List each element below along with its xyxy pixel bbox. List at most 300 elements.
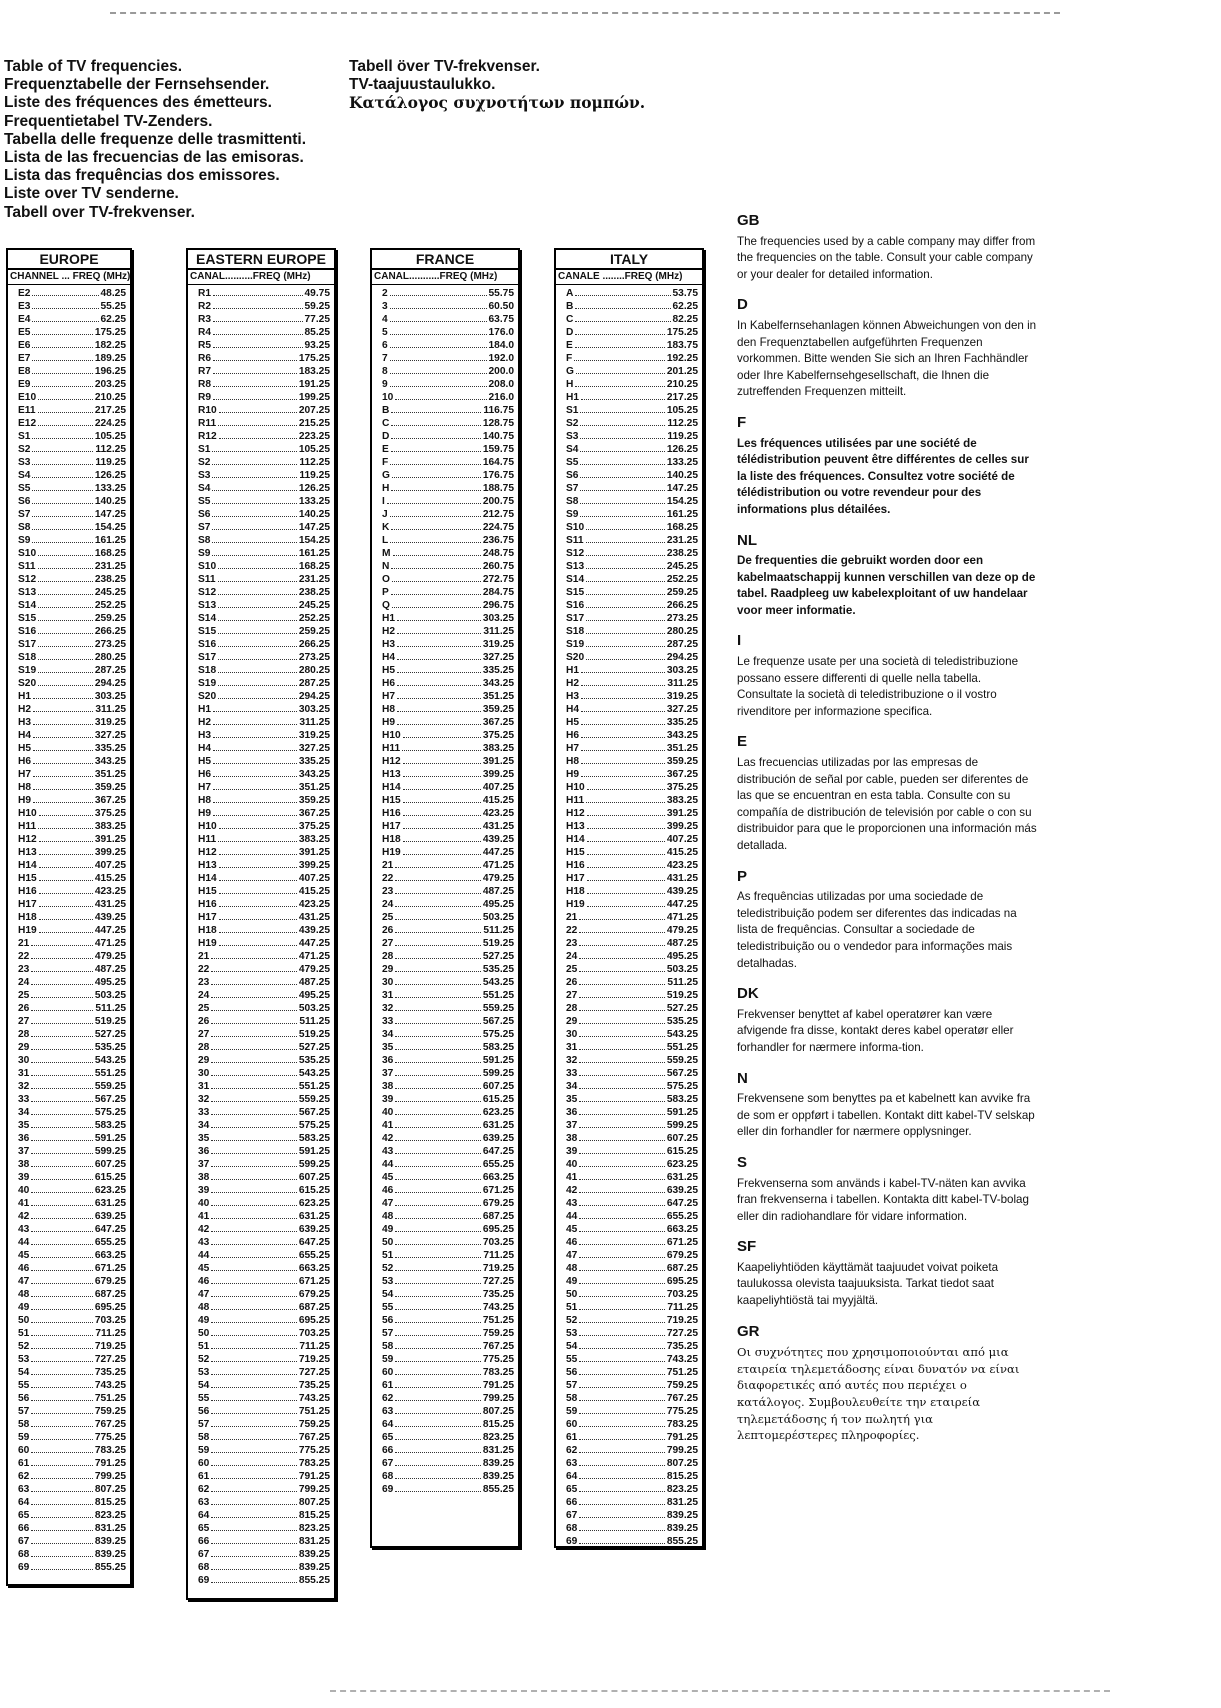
dot-leader <box>33 742 93 751</box>
channel-cell: 31 <box>566 1042 578 1053</box>
frequency-cell: 266.25 <box>94 626 126 637</box>
table-row <box>372 1184 518 1197</box>
frequency-cell: 591.25 <box>482 1055 514 1066</box>
dot-leader <box>395 1236 480 1245</box>
frequency-cell: 210.25 <box>94 392 126 403</box>
dot-leader <box>211 989 296 998</box>
channel-cell: S15 <box>18 613 37 624</box>
dot-leader <box>31 1223 92 1232</box>
table-row <box>556 755 702 768</box>
table-row <box>188 1327 334 1340</box>
dot-leader <box>580 417 665 426</box>
frequency-cell: 383.25 <box>666 795 698 806</box>
channel-cell: S7 <box>566 483 579 494</box>
dot-leader <box>38 547 93 556</box>
channel-cell: H6 <box>198 769 212 780</box>
frequency-cell: 591.25 <box>94 1133 126 1144</box>
channel-cell: 27 <box>566 990 578 1001</box>
frequency-cell: 527.25 <box>666 1003 698 1014</box>
dot-leader <box>38 625 93 634</box>
frequency-cell: 503.25 <box>298 1003 330 1014</box>
table-row <box>8 742 130 755</box>
dot-leader <box>403 807 481 816</box>
title-line: Liste over TV senderne. <box>4 185 179 203</box>
frequency-cell: 236.75 <box>482 535 514 546</box>
table-row <box>8 1262 130 1275</box>
channel-cell: 23 <box>382 886 394 897</box>
dot-leader <box>211 950 296 959</box>
dot-leader <box>579 1496 664 1505</box>
table-row <box>556 1288 702 1301</box>
dot-leader <box>579 1366 664 1375</box>
channel-cell: 48 <box>566 1263 578 1274</box>
channel-cell: 54 <box>18 1367 30 1378</box>
table-row <box>8 326 130 339</box>
channel-cell: H14 <box>198 873 217 884</box>
dot-leader <box>31 1431 92 1440</box>
channel-cell: 47 <box>566 1250 578 1261</box>
frequency-cell: 359.25 <box>298 795 330 806</box>
frequency-cell: 303.25 <box>666 665 698 676</box>
table-row <box>372 963 518 976</box>
channel-cell: 32 <box>198 1094 210 1105</box>
dot-leader <box>213 716 297 725</box>
dot-leader <box>32 430 92 439</box>
channel-cell: 55 <box>382 1302 394 1313</box>
dot-leader <box>31 1262 92 1271</box>
dot-leader <box>31 1210 92 1219</box>
frequency-cell: 231.25 <box>298 574 330 585</box>
table-row <box>188 1015 334 1028</box>
table-row <box>556 937 702 950</box>
table-row <box>372 950 518 963</box>
frequency-cell: 839.25 <box>482 1458 514 1469</box>
channel-cell: 61 <box>18 1458 30 1469</box>
table-row <box>188 1379 334 1392</box>
dot-leader <box>587 885 665 894</box>
dot-leader <box>211 1249 296 1258</box>
title-line: Lista de las frecuencias de las emisoras. <box>4 149 304 167</box>
table-row <box>372 300 518 313</box>
frequency-cell: 248.75 <box>482 548 514 559</box>
table-row <box>372 1210 518 1223</box>
dot-leader <box>395 1301 480 1310</box>
channel-cell: 51 <box>382 1250 394 1261</box>
frequency-cell: 695.25 <box>298 1315 330 1326</box>
table-row <box>556 677 702 690</box>
dot-leader <box>32 300 98 309</box>
channel-cell: 63 <box>198 1497 210 1508</box>
dot-leader <box>395 963 480 972</box>
channel-cell: R7 <box>198 366 212 377</box>
frequency-cell: 259.25 <box>298 626 330 637</box>
title-line: Tabell over TV-frekvenser. <box>4 203 195 221</box>
dot-leader <box>31 1132 92 1141</box>
dot-leader <box>213 287 302 296</box>
dot-leader <box>395 950 480 959</box>
table-row <box>8 365 130 378</box>
frequency-cell: 175.25 <box>666 327 698 338</box>
table-row <box>188 430 334 443</box>
channel-cell: R11 <box>198 418 217 429</box>
channel-cell: L <box>382 535 389 546</box>
dot-leader <box>586 573 665 582</box>
dot-leader <box>218 651 297 660</box>
channel-cell: 6 <box>382 340 388 351</box>
table-row <box>8 521 130 534</box>
dot-leader <box>403 846 481 855</box>
frequency-cell: 399.25 <box>666 821 698 832</box>
frequency-cell: 126.25 <box>298 483 330 494</box>
table-row <box>556 521 702 534</box>
dot-leader <box>31 1379 92 1388</box>
channel-cell: 22 <box>566 925 578 936</box>
frequency-cell: 687.25 <box>94 1289 126 1300</box>
table-row <box>188 664 334 677</box>
table-row <box>188 417 334 430</box>
channel-cell: 32 <box>566 1055 578 1066</box>
frequency-cell: 831.25 <box>298 1536 330 1547</box>
channel-cell: 39 <box>566 1146 578 1157</box>
frequency-cell: 703.25 <box>298 1328 330 1339</box>
channel-cell: 35 <box>566 1094 578 1105</box>
table-row <box>8 1405 130 1418</box>
channel-cell: 65 <box>566 1484 578 1495</box>
table-row <box>188 1444 334 1457</box>
table-row <box>372 729 518 742</box>
dot-leader <box>219 820 297 829</box>
channel-cell: 28 <box>382 951 394 962</box>
dot-leader <box>219 404 297 413</box>
table-row <box>8 599 130 612</box>
table-row <box>556 365 702 378</box>
channel-cell: S17 <box>566 613 585 624</box>
channel-cell: 50 <box>198 1328 210 1339</box>
channel-cell: E11 <box>18 405 36 416</box>
dot-leader <box>31 1184 92 1193</box>
dot-leader <box>39 911 93 920</box>
frequency-cell: 607.25 <box>298 1172 330 1183</box>
table-row <box>556 612 702 625</box>
table-row <box>372 612 518 625</box>
frequency-cell: 383.25 <box>482 743 514 754</box>
dot-leader <box>581 768 665 777</box>
frequency-cell: 719.25 <box>482 1263 514 1274</box>
frequency-cell: 647.25 <box>94 1224 126 1235</box>
dot-leader <box>390 456 481 465</box>
channel-cell: S14 <box>566 574 585 585</box>
channel-cell: 56 <box>382 1315 394 1326</box>
table-row <box>188 391 334 404</box>
channel-cell: E <box>382 444 389 455</box>
channel-cell: 56 <box>566 1367 578 1378</box>
dot-leader <box>31 1353 92 1362</box>
dot-leader <box>211 1561 296 1570</box>
frequency-cell: 147.25 <box>298 522 330 533</box>
frequency-cell: 259.25 <box>666 587 698 598</box>
frequency-cell: 471.25 <box>94 938 126 949</box>
dot-leader <box>395 1171 480 1180</box>
table-row <box>372 664 518 677</box>
table-row <box>188 326 334 339</box>
channel-cell: 39 <box>198 1185 210 1196</box>
table-row <box>372 534 518 547</box>
channel-cell: H16 <box>382 808 401 819</box>
channel-cell: 24 <box>18 977 30 988</box>
frequency-cell: 831.25 <box>666 1497 698 1508</box>
dot-leader <box>31 1002 93 1011</box>
dot-leader <box>31 1171 92 1180</box>
frequency-cell: 527.25 <box>482 951 514 962</box>
channel-cell: H6 <box>18 756 32 767</box>
table-row <box>556 1392 702 1405</box>
table-row <box>8 1080 130 1093</box>
table-row <box>8 1418 130 1431</box>
table-row <box>8 963 130 976</box>
channel-cell: 58 <box>382 1341 394 1352</box>
dot-leader <box>579 1379 664 1388</box>
table-row <box>8 1340 130 1353</box>
channel-cell: 36 <box>566 1107 578 1118</box>
frequency-cell: 679.25 <box>666 1250 698 1261</box>
dot-leader <box>31 1535 92 1544</box>
note-text: Frekvenserna som används i kabel-TV-näten kan avvika fran frekvenserna i tabellen. Kontakta ditt kabel-TV-bolag eller din radiohandlare för vidare information. <box>737 1176 1029 1223</box>
frequency-cell: 839.25 <box>298 1549 330 1560</box>
frequency-cell: 439.25 <box>482 834 514 845</box>
channel-cell: N <box>382 561 390 572</box>
frequency-cell: 351.25 <box>482 691 514 702</box>
language-notes <box>737 213 1037 1444</box>
dot-leader <box>31 963 92 972</box>
channel-cell: 42 <box>382 1133 394 1144</box>
table-row <box>556 807 702 820</box>
dot-leader <box>219 859 297 868</box>
table-row <box>188 1314 334 1327</box>
dot-leader <box>211 1522 296 1531</box>
table-row <box>188 833 334 846</box>
frequency-cell: 319.25 <box>482 639 514 650</box>
table-row <box>372 1431 518 1444</box>
dot-leader <box>213 794 297 803</box>
frequency-cell: 327.25 <box>482 652 514 663</box>
dot-leader <box>395 989 480 998</box>
frequency-cell: 495.25 <box>482 899 514 910</box>
dot-leader <box>31 1418 92 1427</box>
dot-leader <box>212 456 297 465</box>
frequency-cell: 591.25 <box>666 1107 698 1118</box>
dot-leader <box>579 1431 664 1440</box>
dot-leader <box>587 846 665 855</box>
channel-cell: S11 <box>18 561 36 572</box>
channel-cell: 30 <box>382 977 394 988</box>
table-row <box>556 573 702 586</box>
channel-cell: H15 <box>18 873 37 884</box>
table-row <box>372 911 518 924</box>
channel-cell: 36 <box>382 1055 394 1066</box>
dot-leader <box>39 859 93 868</box>
dot-leader <box>38 599 93 608</box>
dot-leader <box>219 430 297 439</box>
table-row <box>372 1002 518 1015</box>
dot-leader <box>32 313 98 322</box>
table-row <box>8 443 130 456</box>
frequency-cell: 311.25 <box>667 678 698 689</box>
dot-leader <box>219 846 297 855</box>
table-row <box>372 1444 518 1457</box>
dot-leader <box>393 547 481 556</box>
dot-leader <box>31 1327 93 1336</box>
frequency-cell: 815.25 <box>94 1497 126 1508</box>
dot-leader <box>579 1106 664 1115</box>
frequency-cell: 791.25 <box>298 1471 330 1482</box>
table-row <box>8 586 130 599</box>
note-language-code: I <box>737 632 742 650</box>
frequency-cell: 343.25 <box>298 769 330 780</box>
dot-leader <box>391 417 480 426</box>
channel-cell: E <box>566 340 573 351</box>
table-row <box>372 1041 518 1054</box>
table-row <box>188 1340 334 1353</box>
table-row <box>556 1379 702 1392</box>
table-row <box>372 1379 518 1392</box>
table-row <box>188 599 334 612</box>
frequency-cell: 367.25 <box>298 808 330 819</box>
channel-cell: 33 <box>18 1094 30 1105</box>
dot-leader <box>390 313 487 322</box>
frequency-cell: 216.0 <box>488 392 514 403</box>
frequency-cell: 55.25 <box>100 301 126 312</box>
dot-leader <box>213 326 302 335</box>
channel-cell: 48 <box>18 1289 30 1300</box>
channel-cell: S10 <box>566 522 585 533</box>
channel-cell: 30 <box>566 1029 578 1040</box>
frequency-cell: 93.25 <box>304 340 330 351</box>
table-row <box>372 1132 518 1145</box>
frequency-cell: 655.25 <box>482 1159 514 1170</box>
channel-cell: S9 <box>566 509 579 520</box>
table-title: FRANCE <box>372 250 518 270</box>
dot-leader <box>575 339 665 348</box>
channel-cell: 62 <box>198 1484 210 1495</box>
dot-leader <box>580 495 664 504</box>
dot-leader <box>395 1249 481 1258</box>
dot-leader <box>587 859 665 868</box>
dot-leader <box>211 1353 296 1362</box>
channel-cell: H13 <box>566 821 585 832</box>
frequency-cell: 503.25 <box>94 990 126 1001</box>
table-row <box>556 1522 702 1535</box>
dot-leader <box>218 833 297 842</box>
table-row <box>188 1405 334 1418</box>
frequency-cell: 839.25 <box>94 1536 126 1547</box>
table-row <box>8 417 130 430</box>
dot-leader <box>579 1327 664 1336</box>
channel-cell: 31 <box>198 1081 210 1092</box>
channel-cell: 44 <box>198 1250 210 1261</box>
channel-cell: S8 <box>566 496 579 507</box>
dot-leader <box>586 612 665 621</box>
frequency-cell: 238.25 <box>94 574 126 585</box>
channel-cell: 43 <box>382 1146 394 1157</box>
table-row <box>556 625 702 638</box>
frequency-cell: 159.75 <box>482 444 514 455</box>
frequency-cell: 48.25 <box>100 288 126 299</box>
frequency-cell: 639.25 <box>298 1224 330 1235</box>
frequency-cell: 655.25 <box>666 1211 698 1222</box>
channel-cell: S5 <box>198 496 211 507</box>
frequency-cell: 679.25 <box>94 1276 126 1287</box>
frequency-cell: 335.25 <box>94 743 126 754</box>
table-row <box>556 1015 702 1028</box>
frequency-cell: 671.25 <box>482 1185 514 1196</box>
table-row <box>556 1249 702 1262</box>
channel-cell: H1 <box>198 704 212 715</box>
table-row <box>8 807 130 820</box>
dot-leader <box>395 1002 480 1011</box>
channel-cell: 41 <box>566 1172 578 1183</box>
table-row <box>556 1535 702 1548</box>
note-language-code: DK <box>737 985 759 1003</box>
dot-leader <box>39 924 93 933</box>
channel-cell: S6 <box>566 470 579 481</box>
frequency-cell: 639.25 <box>482 1133 514 1144</box>
title-line: Tabella delle frequenze delle trasmittenti. <box>4 130 307 148</box>
table-subheader: CANALE ........FREQ (MHz) <box>556 270 702 285</box>
frequency-cell: 719.25 <box>298 1354 330 1365</box>
table-row <box>372 1353 518 1366</box>
channel-cell: 24 <box>566 951 578 962</box>
dot-leader <box>579 1483 664 1492</box>
channel-cell: 23 <box>198 977 210 988</box>
channel-cell: 53 <box>198 1367 210 1378</box>
channel-cell: 64 <box>382 1419 394 1430</box>
channel-cell: H12 <box>566 808 585 819</box>
title-line: Frequentietabel TV-Zenders. <box>4 112 213 130</box>
table-row <box>372 794 518 807</box>
frequency-cell: 599.25 <box>482 1068 514 1079</box>
channel-cell: 37 <box>382 1068 394 1079</box>
table-row <box>372 1262 518 1275</box>
frequency-cell: 767.25 <box>482 1341 514 1352</box>
channel-cell: 56 <box>198 1406 210 1417</box>
channel-cell: 27 <box>382 938 394 949</box>
frequency-table-italy <box>554 248 704 1548</box>
dot-leader <box>218 638 297 647</box>
table-row <box>556 495 702 508</box>
channel-cell: H16 <box>566 860 585 871</box>
channel-cell: 31 <box>382 990 394 1001</box>
table-row <box>372 1067 518 1080</box>
channel-cell: 46 <box>382 1185 394 1196</box>
dot-leader <box>395 1093 480 1102</box>
dot-leader <box>211 1002 296 1011</box>
channel-cell: 45 <box>198 1263 210 1274</box>
frequency-cell: 399.25 <box>298 860 330 871</box>
table-row <box>188 742 334 755</box>
frequency-cell: 231.25 <box>94 561 126 572</box>
channel-cell: S18 <box>566 626 585 637</box>
dot-leader <box>579 1093 664 1102</box>
channel-cell: 49 <box>198 1315 210 1326</box>
channel-cell: 62 <box>18 1471 30 1482</box>
table-row <box>188 586 334 599</box>
table-row <box>372 1301 518 1314</box>
frequency-cell: 591.25 <box>298 1146 330 1157</box>
dot-leader <box>392 599 481 608</box>
frequency-cell: 855.25 <box>94 1562 126 1573</box>
frequency-cell: 60.50 <box>488 301 514 312</box>
channel-cell: S7 <box>18 509 31 520</box>
